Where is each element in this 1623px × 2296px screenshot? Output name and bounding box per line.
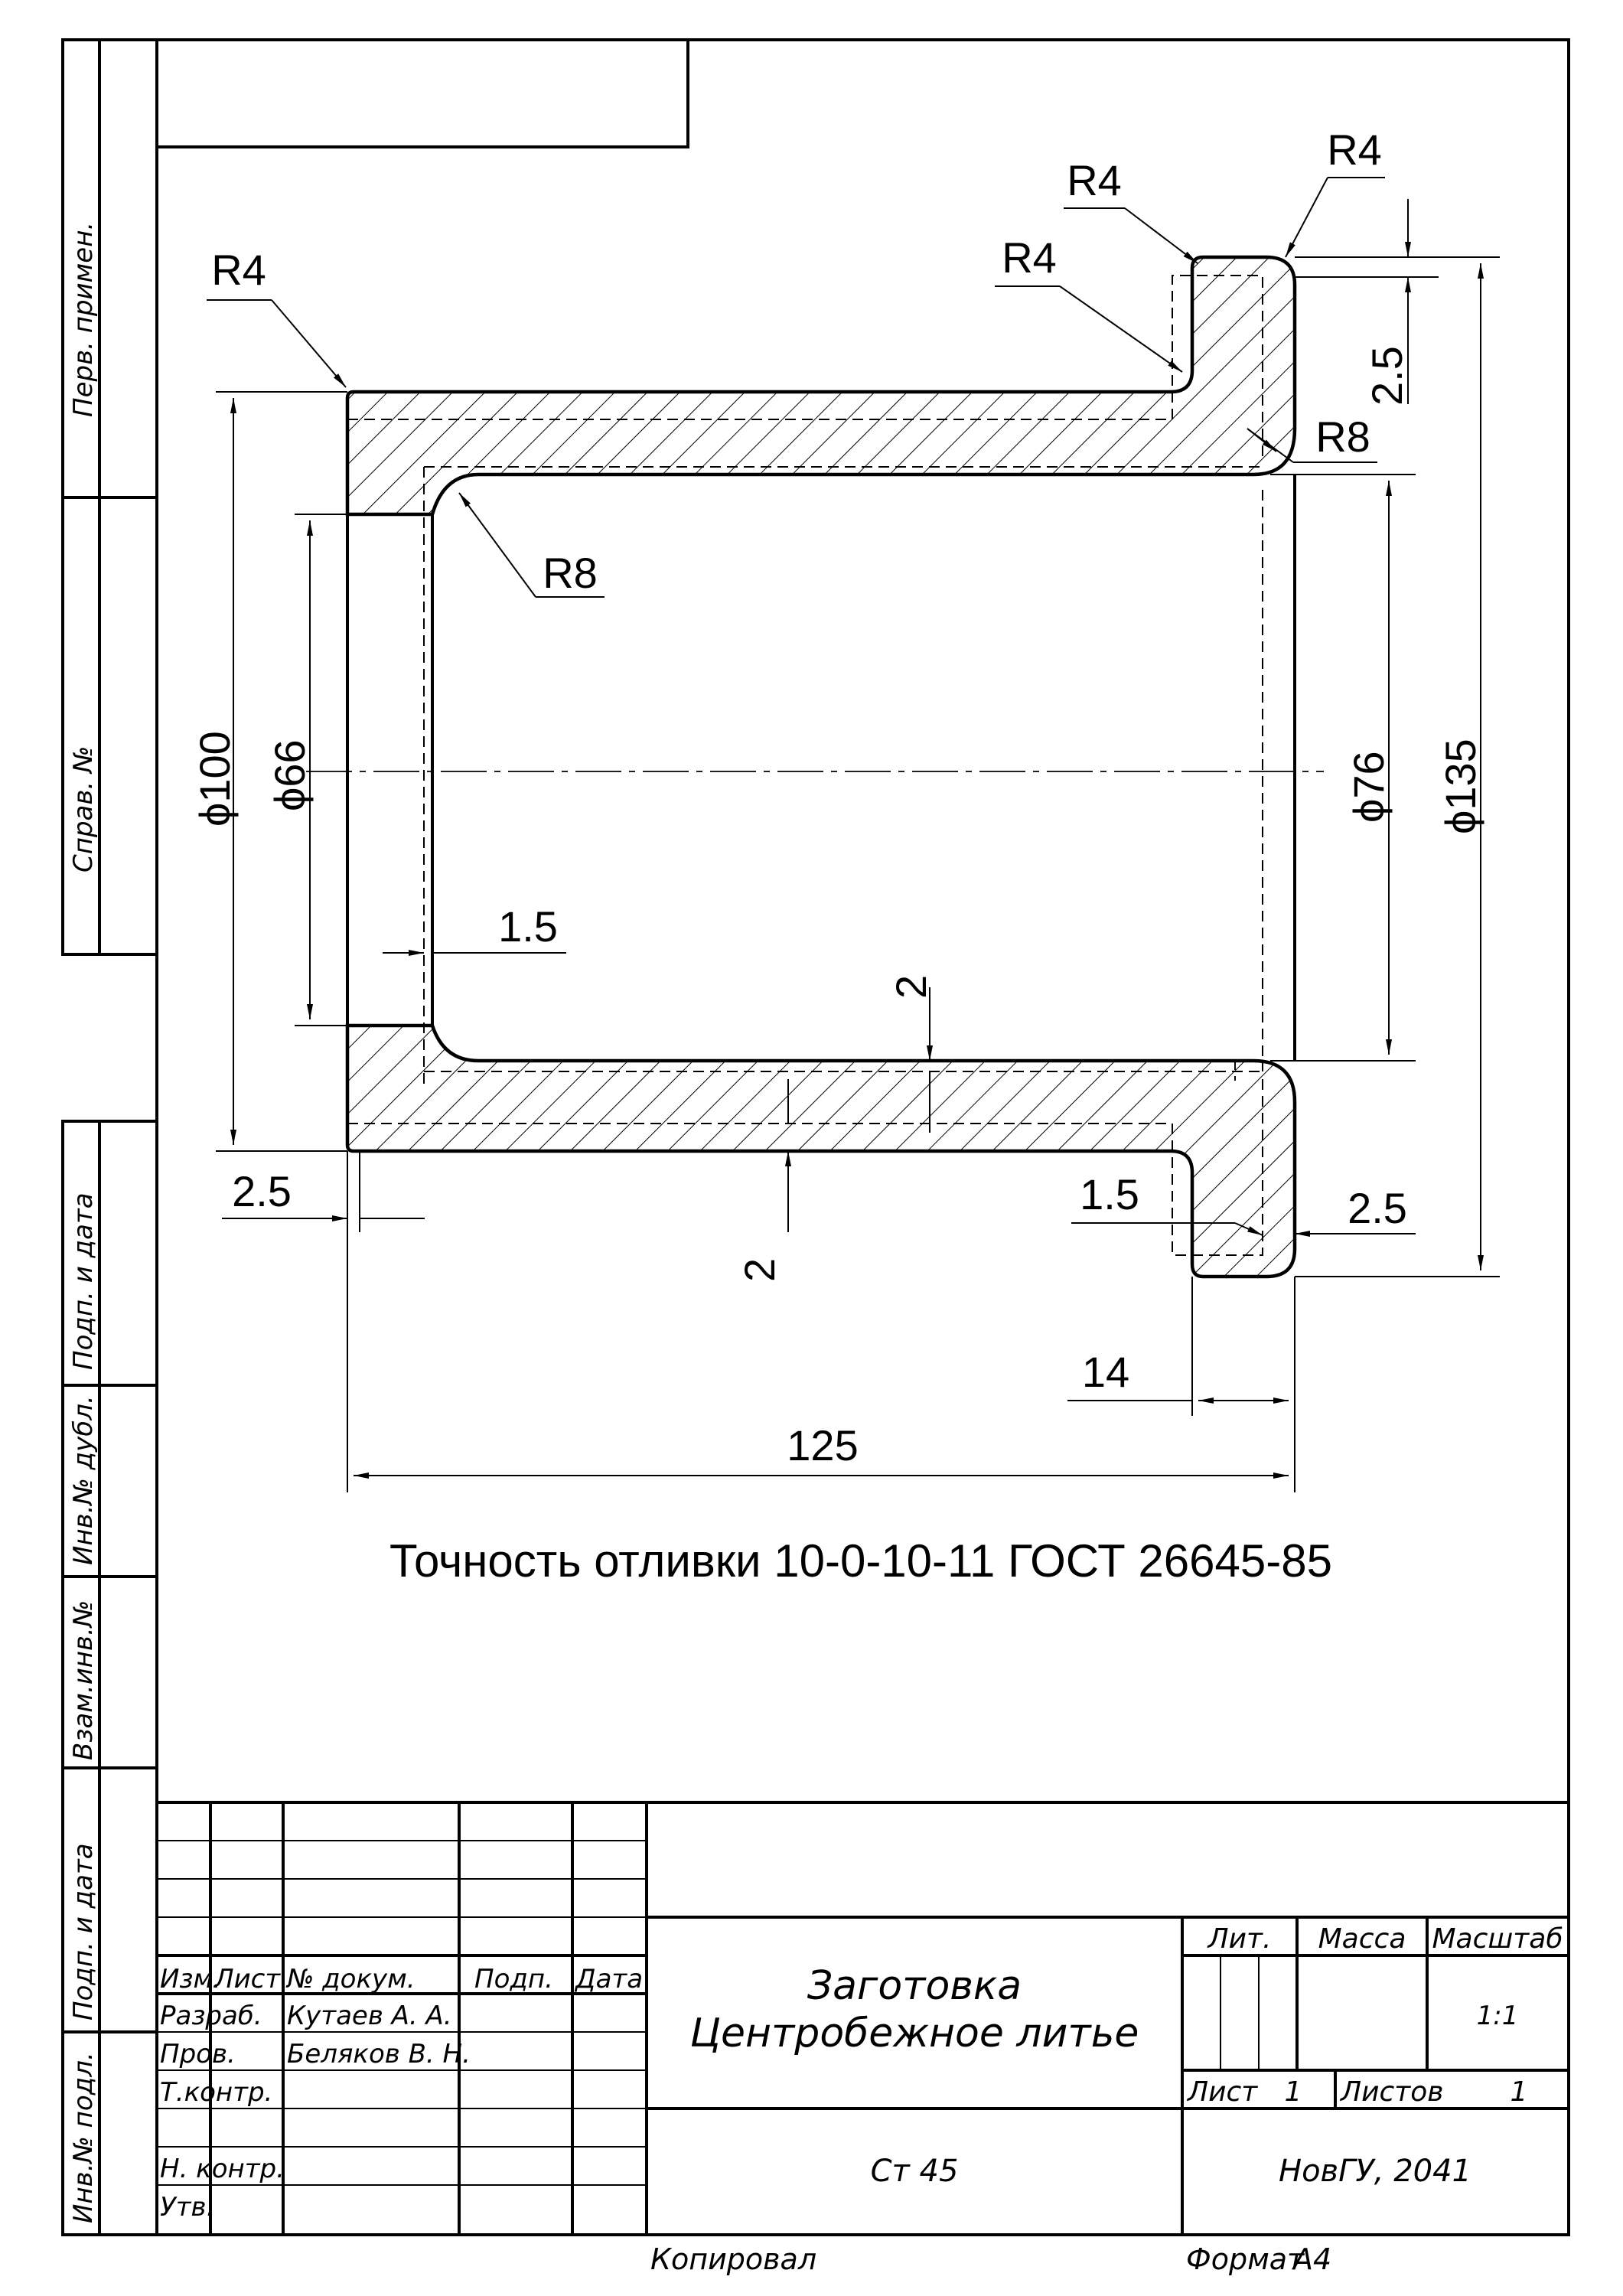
- dim-r4-upper: R4: [1067, 156, 1122, 204]
- footer-format-value: А4: [1293, 2242, 1332, 2276]
- stamp-perv-primen: Перв. примен.: [68, 221, 99, 417]
- lit-label: Лит.: [1207, 1923, 1272, 1955]
- dim-dia-100: ϕ100: [191, 731, 239, 827]
- dim-allow-2-inner: 2: [887, 974, 935, 999]
- role-prov: Пров.: [160, 2039, 236, 2069]
- stamp-inv-podl: Инв.№ подл.: [68, 2052, 99, 2223]
- sheets-value: 1: [1510, 2076, 1528, 2108]
- scale-value: 1:1: [1476, 2001, 1519, 2031]
- dim-dia-76: ϕ76: [1344, 751, 1393, 823]
- dim-allow-2-5-right: 2.5: [1348, 1184, 1407, 1232]
- dim-dia-135: ϕ135: [1436, 739, 1484, 834]
- organization: НовГУ, 2041: [1278, 2154, 1472, 2189]
- side-stamp: [63, 40, 157, 2235]
- dim-allow-2-5-top: 2.5: [1363, 346, 1411, 406]
- dim-length-14: 14: [1081, 1348, 1130, 1396]
- dim-allow-1-5-left: 1.5: [498, 902, 558, 951]
- upper-wall-section: [347, 257, 1295, 514]
- masshtab-label: Масштаб: [1432, 1923, 1563, 1955]
- footer-kopiroval: Копировал: [650, 2242, 817, 2276]
- stamp-vzam-inv: Взам.инв.№: [68, 1600, 99, 1760]
- role-nkontr: Н. контр.: [160, 2154, 285, 2184]
- col-data: Дата: [575, 1964, 644, 1994]
- title-block: [157, 1802, 1569, 2235]
- col-list: Лист: [214, 1964, 281, 1994]
- stamp-sprav-no: Справ. №: [68, 745, 99, 872]
- dimensions: [191, 126, 1500, 1492]
- casting-accuracy-note: Точность отливки 10-0-10-11 ГОСТ 26645-85: [389, 1535, 1332, 1587]
- dim-length-125: 125: [787, 1421, 859, 1469]
- role-utv: Утв.: [160, 2192, 215, 2223]
- dim-dia-66: ϕ66: [266, 739, 314, 811]
- col-podp: Подп.: [474, 1964, 553, 1994]
- dim-r4-top-right: R4: [1327, 126, 1382, 174]
- dim-r8-right: R8: [1315, 413, 1370, 461]
- stamp-podp-data-1: Подп. и дата: [68, 1192, 99, 1370]
- prov-name: Беляков В. Н.: [287, 2039, 471, 2069]
- massa-label: Масса: [1318, 1923, 1406, 1955]
- top-left-stamp-box: [157, 40, 688, 147]
- sheets-label: Листов: [1341, 2076, 1444, 2108]
- razrab-name: Кутаев А. А.: [287, 2001, 452, 2031]
- dim-r4-left: R4: [211, 246, 266, 294]
- role-razrab: Разраб.: [160, 2001, 262, 2031]
- footer-format-label: Формат: [1186, 2242, 1305, 2276]
- sheet-label: Лист: [1188, 2076, 1258, 2108]
- dim-allow-2-outer: 2: [735, 1257, 784, 1282]
- col-dokum: № докум.: [287, 1964, 416, 1994]
- dim-r8-left: R8: [543, 549, 598, 597]
- dim-allow-1-5-right: 1.5: [1080, 1170, 1139, 1218]
- lower-wall-section: [347, 1026, 1295, 1277]
- col-izm: Изм.: [160, 1964, 221, 1994]
- stamp-inv-dubl: Инв.№ дубл.: [68, 1395, 99, 1565]
- drawing-title-line1: Заготовка: [807, 1963, 1022, 2009]
- dim-r4-step: R4: [1002, 233, 1057, 282]
- stamp-podp-data-2: Подп. и дата: [68, 1843, 99, 2020]
- dim-allow-2-5-left: 2.5: [232, 1167, 292, 1215]
- drawing-title-line2: Центробежное литье: [689, 2011, 1139, 2056]
- sheet-value: 1: [1284, 2076, 1302, 2108]
- material: Ст 45: [870, 2154, 959, 2189]
- role-tkontr: Т.контр.: [160, 2077, 273, 2108]
